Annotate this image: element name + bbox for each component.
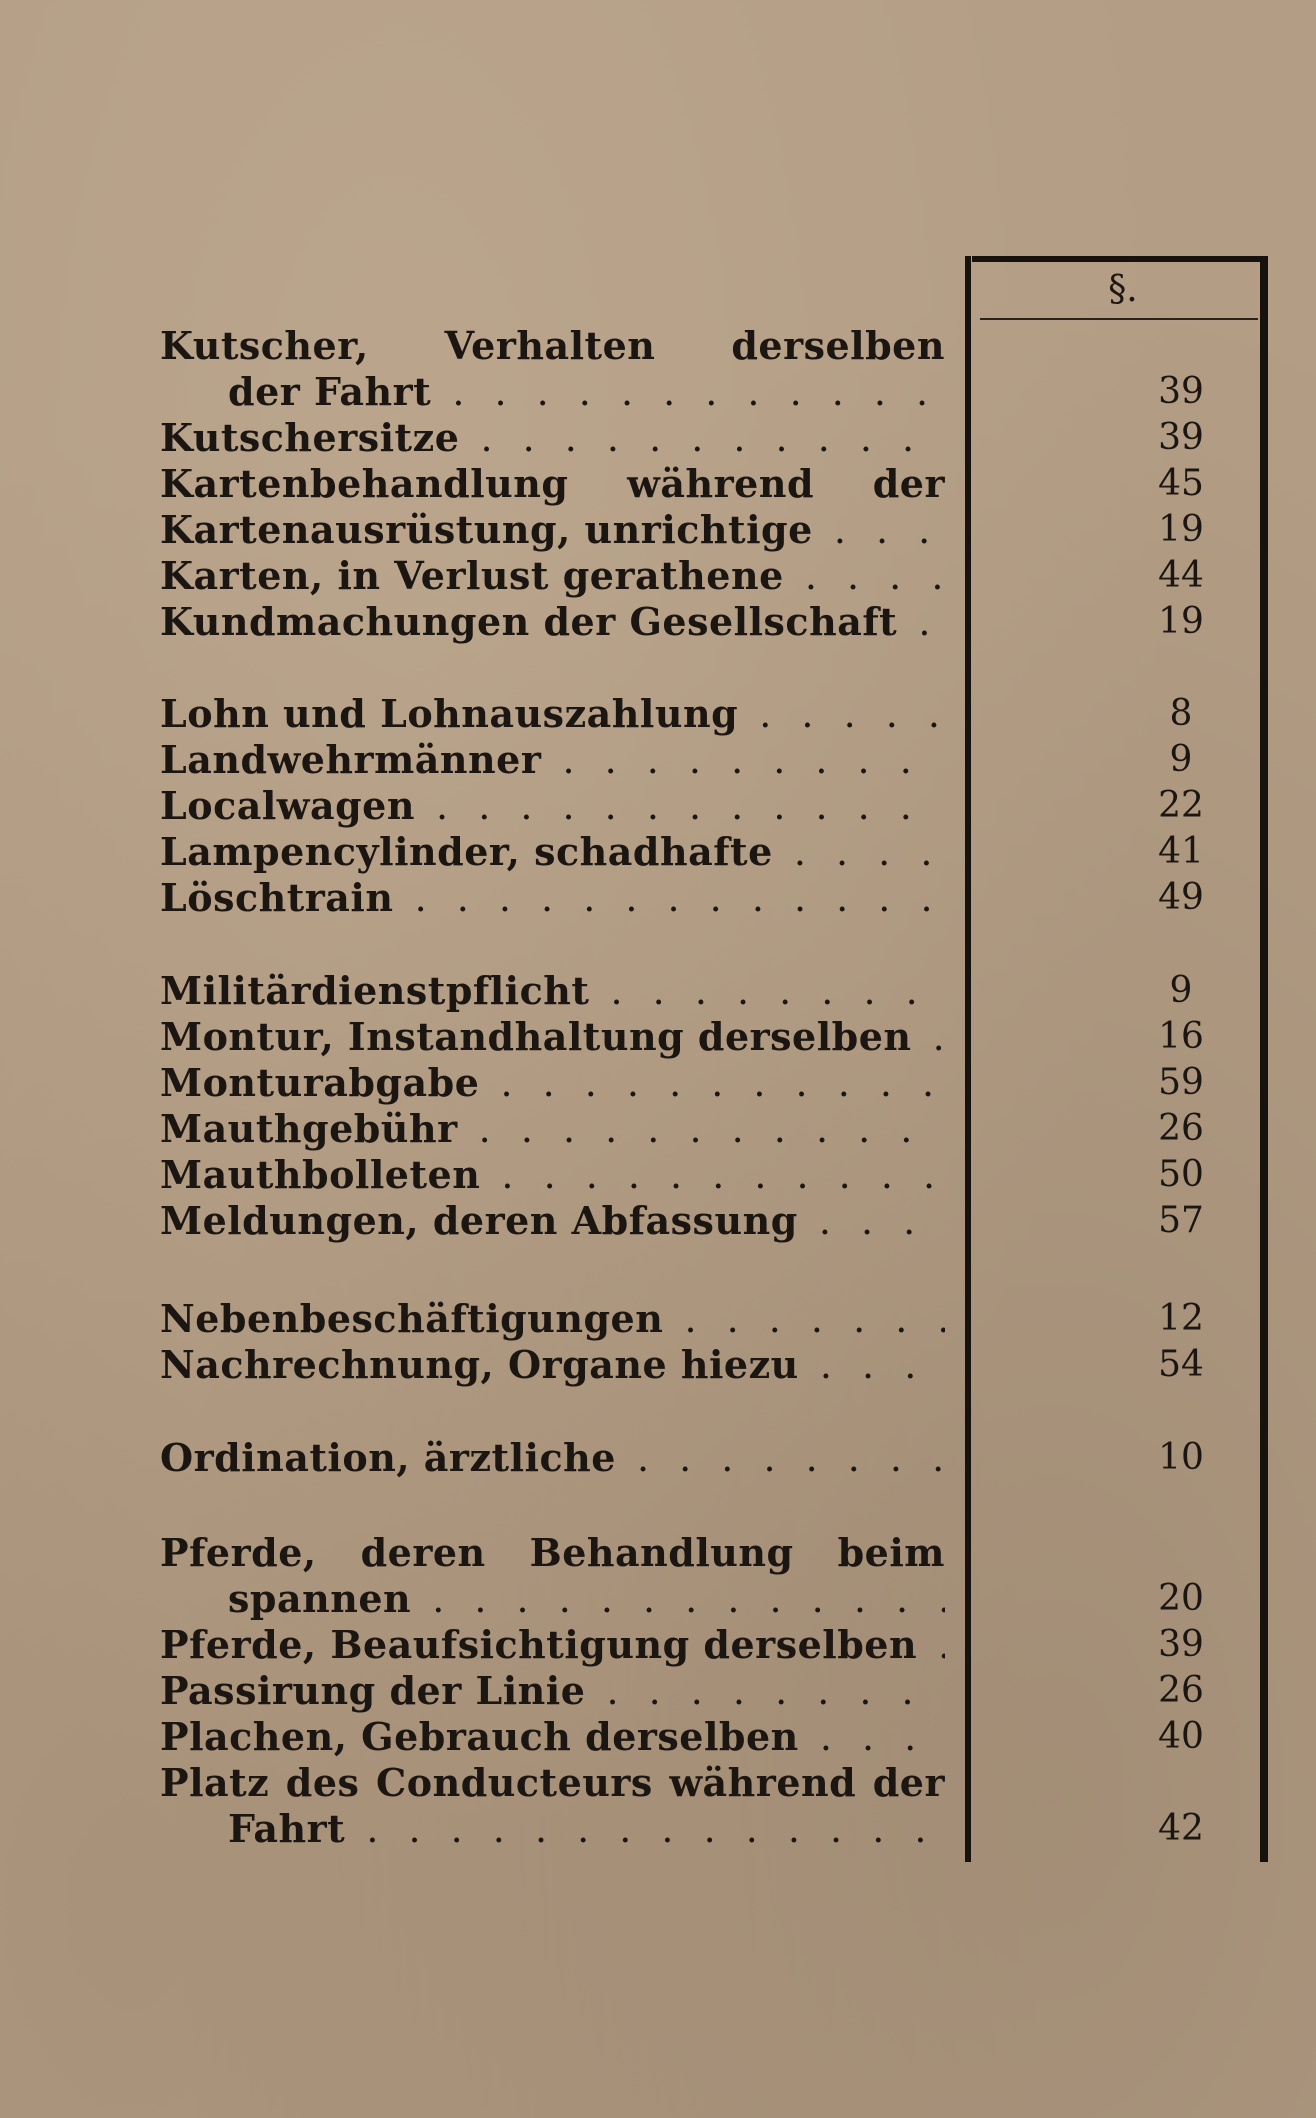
- index-entry: [160, 1714, 1300, 1760]
- index-entry: [160, 1060, 1300, 1106]
- entry-label: Pferde, Beaufsichtigung derselben . . .: [160, 1622, 945, 1668]
- entry-section-number: 41: [1158, 831, 1204, 872]
- entry-label: Localwagen . . .: [160, 783, 945, 829]
- entry-label: Kartenausrüstung, unrichtige . . .: [160, 507, 945, 553]
- entry-section-number: 42: [1158, 1808, 1204, 1849]
- entry-section-number: 9: [1169, 739, 1193, 780]
- entry-label: Fahrt . . .: [228, 1806, 945, 1852]
- index-entry: [160, 369, 1300, 415]
- entry-label: der Fahrt . . .: [228, 369, 945, 415]
- index-entry: [160, 1198, 1300, 1244]
- entry-section-number: 45: [1158, 463, 1204, 504]
- index-entry: [160, 323, 1300, 369]
- entry-section-number: 8: [1169, 693, 1193, 734]
- entry-section-number: 40: [1158, 1716, 1204, 1757]
- entry-label: Nebenbeschäftigungen . . .: [160, 1296, 945, 1342]
- entry-label: Ordination, ärztliche . . .: [160, 1435, 945, 1481]
- entry-label: Pferde, deren Behandlung beim: [160, 1530, 945, 1575]
- entry-section-number: 9: [1169, 970, 1193, 1011]
- entry-section-number: 59: [1158, 1062, 1204, 1103]
- index-entry: [160, 599, 1300, 645]
- entry-label: Kutscher, Verhalten derselben: [160, 323, 945, 368]
- entry-section-number: 26: [1158, 1670, 1204, 1711]
- entry-label: Mauthbolleten . . .: [160, 1152, 945, 1198]
- entry-section-number: 26: [1158, 1108, 1204, 1149]
- entry-section-number: 22: [1158, 785, 1204, 826]
- index-entry: [160, 461, 1300, 507]
- entry-label: Lohn und Lohnauszahlung . . .: [160, 691, 945, 737]
- entry-section-number: 49: [1158, 877, 1204, 918]
- entry-label: Nachrechnung, Organe hiezu . . .: [160, 1342, 945, 1388]
- index-entry: [160, 1152, 1300, 1198]
- index-entry: [160, 1806, 1300, 1852]
- entry-label: Plachen, Gebrauch derselben . . .: [160, 1714, 945, 1760]
- entry-label: Platz des Conducteurs während der: [160, 1760, 945, 1805]
- entry-section-number: 44: [1158, 555, 1204, 596]
- index-entry: [160, 1296, 1300, 1342]
- entry-section-number: 20: [1158, 1578, 1204, 1619]
- entry-label: Militärdienstpflicht . . .: [160, 968, 945, 1014]
- index-entry: [160, 1530, 1300, 1576]
- index-entry: [160, 1014, 1300, 1060]
- entry-label: Meldungen, deren Abfassung . . .: [160, 1198, 945, 1244]
- index-entry: [160, 737, 1300, 783]
- index-entry: [160, 415, 1300, 461]
- entry-label: spannen . . .: [228, 1576, 945, 1622]
- index-entry: [160, 1622, 1300, 1668]
- entry-section-number: 10: [1158, 1437, 1204, 1478]
- index-entry: [160, 507, 1300, 553]
- entry-section-number: 19: [1158, 509, 1204, 550]
- index-entry: [160, 1342, 1300, 1388]
- entry-section-number: 19: [1158, 601, 1204, 642]
- entry-label: Monturabgabe . . .: [160, 1060, 945, 1106]
- entry-section-number: 16: [1158, 1016, 1204, 1057]
- entry-label: Landwehrmänner . . .: [160, 737, 945, 783]
- entry-label: Karten, in Verlust gerathene . . .: [160, 553, 945, 599]
- entry-section-number: 39: [1158, 371, 1204, 412]
- entry-label: Kutschersitze . . .: [160, 415, 945, 461]
- entry-label: Kundmachungen der Gesellschaft . . .: [160, 599, 945, 645]
- index-entry: [160, 1576, 1300, 1622]
- entry-section-number: 39: [1158, 1624, 1204, 1665]
- entry-section-number: 12: [1158, 1298, 1204, 1339]
- entry-label: Mauthgebühr . . .: [160, 1106, 945, 1152]
- index-entry: [160, 553, 1300, 599]
- section-column-header: §.: [1108, 269, 1138, 310]
- index-entry: [160, 1435, 1300, 1481]
- index-entry: [160, 875, 1300, 921]
- entry-label: Kartenbehandlung während der: [160, 461, 945, 506]
- entry-label: Löschtrain . . .: [160, 875, 945, 921]
- entry-section-number: 39: [1158, 417, 1204, 458]
- index-entry: [160, 691, 1300, 737]
- entry-label: Montur, Instandhaltung derselben . . .: [160, 1014, 945, 1060]
- index-entry: [160, 1668, 1300, 1714]
- index-entry: [160, 1106, 1300, 1152]
- index-entry: [160, 829, 1300, 875]
- entry-section-number: 54: [1158, 1344, 1204, 1385]
- index-entry: [160, 1760, 1300, 1806]
- entry-section-number: 50: [1158, 1154, 1204, 1195]
- entry-label: Passirung der Linie . . .: [160, 1668, 945, 1714]
- entry-label: Lampencylinder, schadhafte . . .: [160, 829, 945, 875]
- index-entry: [160, 783, 1300, 829]
- entry-section-number: 57: [1158, 1200, 1204, 1241]
- index-entry: [160, 968, 1300, 1014]
